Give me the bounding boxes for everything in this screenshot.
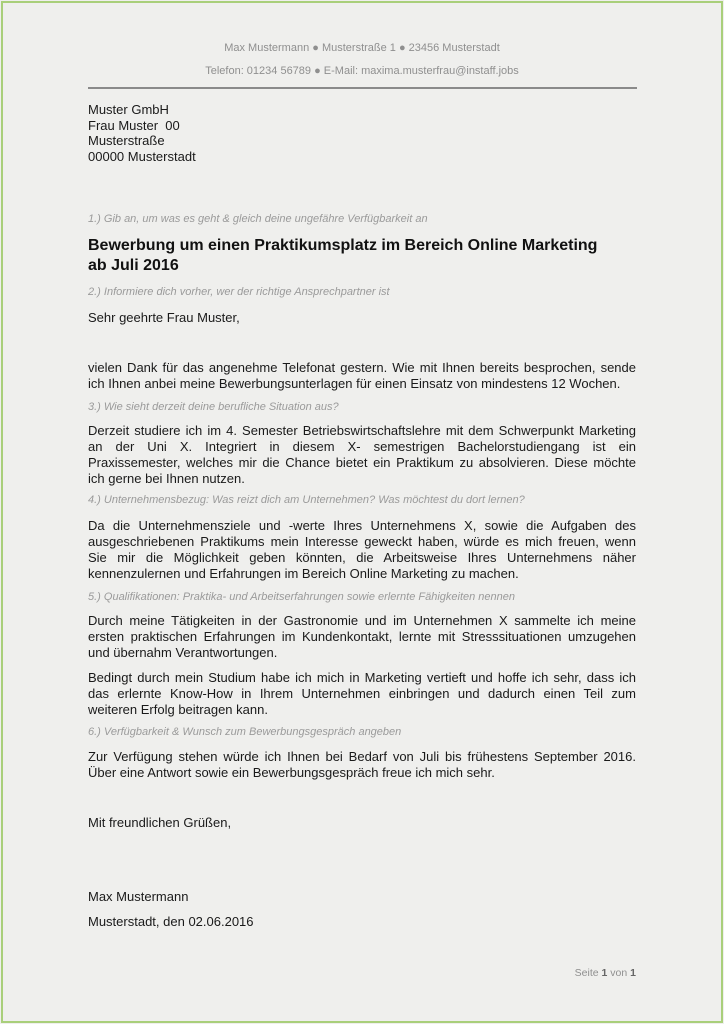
sender-line-1: Max Mustermann ● Musterstraße 1 ● 23456 Musterstadt xyxy=(224,42,500,54)
recipient-line: 00000 Musterstadt xyxy=(88,149,196,165)
sender-line-2: Telefon: 01234 56789 ● E-Mail: maxima.musterfrau@instaff.jobs xyxy=(205,65,519,77)
recipient-line: Muster GmbH xyxy=(88,102,169,117)
recipient-address xyxy=(88,102,636,165)
hint-1: 1.) Gib an, um was es geht & gleich deine ungefähre Verfügbarkeit an xyxy=(88,213,428,225)
subject xyxy=(88,236,636,276)
paragraph-line: Über eine Antwort sowie ein Bewerbungsgespräch freue ich mich sehr. xyxy=(88,765,495,780)
paragraph-4 xyxy=(88,613,636,661)
page-sep: von xyxy=(610,967,628,979)
place-date: Musterstadt, den 02.06.2016 xyxy=(88,914,254,929)
paragraph-line: und übernahm Verantwortungen. xyxy=(88,645,278,660)
hint-2: 2.) Informiere dich vorher, wer der richtige Ansprechpartner ist xyxy=(88,286,390,298)
hint-5: 5.) Qualifikationen: Praktika- und Arbeitserfahrungen sowie erlernte Fähigkeiten nennen xyxy=(88,591,516,603)
paragraph-line: Durch meine Tätigkeiten in der Gastronomie und im Unternehmen X sammelte ich meine xyxy=(88,613,636,628)
paragraph-2 xyxy=(88,423,636,487)
paragraph-line: ersten praktischen Erfahrungen im Kundenkontakt, lernte mit Stresssituationen umzugehen xyxy=(88,629,636,644)
hint-6: 6.) Verfügbarkeit & Wunsch zum Bewerbungsgespräch angeben xyxy=(88,726,402,738)
hint-3: 3.) Wie sieht derzeit deine berufliche Situation aus? xyxy=(88,401,339,413)
page-current: 1 xyxy=(601,967,608,979)
header-divider xyxy=(88,87,637,89)
paragraph-line: Bedingt durch mein Studium habe ich mich in Marketing vertieft und hoffe ich sehr, dass ich xyxy=(88,670,636,685)
paragraph-line: weiteren Erfolg beitragen kann. xyxy=(88,702,268,717)
signature-name: Max Mustermann xyxy=(88,889,189,904)
paragraph-line: Praxissemester, welches mir die Chance bietet ein Praktikum zu absolvieren. Diese möchte xyxy=(88,455,636,470)
paragraph-line: ausgeschriebenen Praktikums mein Interesse geweckt haben, würde es mich freuen, wenn xyxy=(88,534,636,549)
paragraph-line: kennenzulernen und Erfahrungen im Bereich Online Marketing zu machen. xyxy=(88,566,519,581)
page-number xyxy=(575,967,636,979)
hint-4: 4.) Unternehmensbezug: Was reizt dich am Unternehmen? Was möchtest du dort lernen? xyxy=(88,494,525,506)
paragraph-line: ich gerne bei Ihnen nutzen. xyxy=(88,471,245,486)
paragraph-line: ich Ihnen anbei meine Bewerbungsunterlagen für einen Einsatz von mindestens 12 Wochen. xyxy=(88,376,621,391)
paragraph-6 xyxy=(88,749,636,781)
closing: Mit freundlichen Grüßen, xyxy=(88,815,232,830)
paragraph-line: Zur Verfügung stehen würde ich Ihnen bei Bedarf von Juli bis frühestens September 2016. xyxy=(88,749,636,764)
page-prefix: Seite xyxy=(574,967,599,979)
paragraph-3 xyxy=(88,518,636,582)
recipient-line: Musterstraße xyxy=(88,133,165,149)
subject-line: Bewerbung um einen Praktikumsplatz im Bereich Online Marketing xyxy=(88,237,598,254)
subject-line: ab Juli 2016 xyxy=(88,257,179,274)
paragraph-5 xyxy=(88,670,636,718)
paragraph-line: das erlernte Know-How in Ihrem Unternehmen einbringen und dadurch einen Teil zum xyxy=(88,686,636,701)
salutation: Sehr geehrte Frau Muster, xyxy=(88,310,240,325)
recipient-line: Frau Muster 00 xyxy=(88,117,180,133)
paragraph-line: Da die Unternehmensziele und -werte Ihres Unternehmens X, sowie die Aufgaben des xyxy=(88,518,636,533)
paragraph-1 xyxy=(88,360,636,392)
page-total: 1 xyxy=(630,967,636,979)
paragraph-line: Sie mir die Möglichkeit geben könnten, die Arbeitsweise Ihres Unternehmens näher xyxy=(88,550,636,565)
paragraph-line: vielen Dank für das angenehme Telefonat gestern. Wie mit Ihnen bereits besprochen, sende xyxy=(88,360,636,375)
paragraph-line: an der Uni X. Integriert in diesem X- semestrigen Bachelorstudiengang ist ein xyxy=(88,439,636,454)
paragraph-line: Derzeit studiere ich im 4. Semester Betriebswirtschaftslehre mit dem Schwerpunkt Marketing xyxy=(88,423,636,438)
